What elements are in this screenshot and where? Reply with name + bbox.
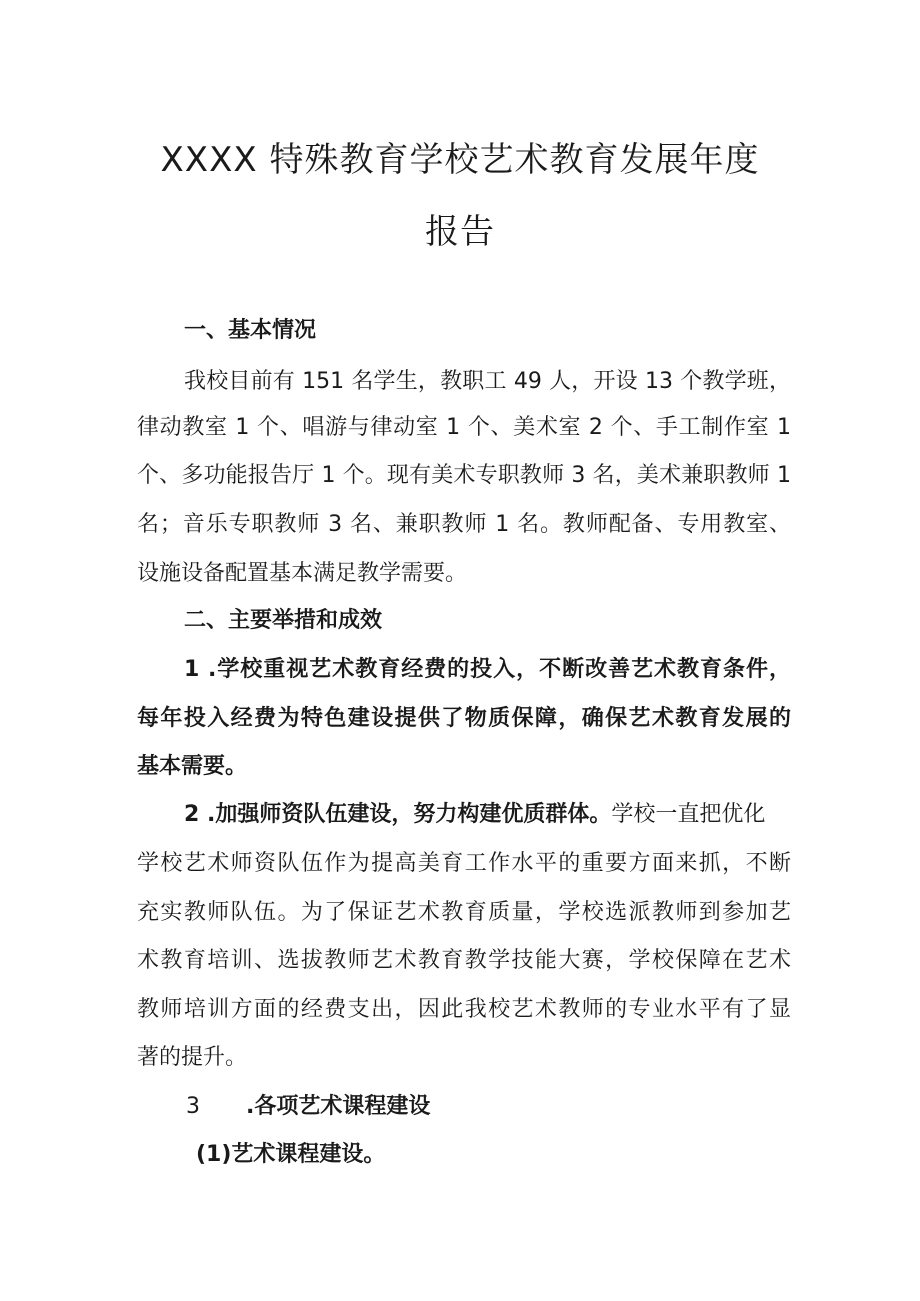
document-title-line2: 报告 [425,212,495,252]
item2-line5: 教师培训方面的经费支出，因此我校艺术教师的专业水平有了显 [137,997,791,1022]
section1-line3: 个、多功能报告厅 1 个。现有美术专职教师 3 名，美术兼职教师 1 [137,463,791,488]
section1-line4: 名；音乐专职教师 3 名、兼职教师 1 名。教师配备、专用教室、 [137,512,791,537]
section1-line5: 设施设备配置基本满足教学需要。 [137,561,468,586]
item2-line4: 术教育培训、选拔教师艺术教育教学技能大赛，学校保障在艺术 [137,948,791,973]
item2-line1 [184,800,765,830]
section1-line1: 我校目前有 151 名学生，教职工 49 人，开设 13 个教学班， [184,369,791,394]
item1-line2: 每年投入经费为特色建设提供了物质保障，确保艺术教育发展的 [137,706,791,731]
item2-lead-rest: 学校一直把优化 [611,802,766,827]
item3-heading: .各项艺术课程建设 [246,1094,431,1119]
item3-sub-heading: (1)艺术课程建设。 [196,1142,386,1167]
item1-line3: 基本需要。 [137,754,248,779]
section2-heading: 二、主要举措和成效 [184,608,383,633]
document-title-line1: XXXX 特殊教育学校艺术教育发展年度 [160,140,760,180]
item3-number: 3 [186,1094,200,1119]
section1-heading: 一、基本情况 [184,318,317,343]
item1-line1: 1 .学校重视艺术教育经费的投入，不断改善艺术教育条件， [184,657,791,682]
item2-line3: 充实教师队伍。为了保证艺术教育质量，学校选派教师到参加艺 [137,900,791,925]
item2-line6: 著的提升。 [137,1045,248,1070]
item2-bold-lead: 2 .加强师资队伍建设，努力构建优质群体。 [184,802,612,827]
item2-line2: 学校艺术师资队伍作为提高美育工作水平的重要方面来抓，不断 [137,851,791,876]
section1-line2: 律动教室 1 个、唱游与律动室 1 个、美术室 2 个、手工制作室 1 [137,415,791,440]
